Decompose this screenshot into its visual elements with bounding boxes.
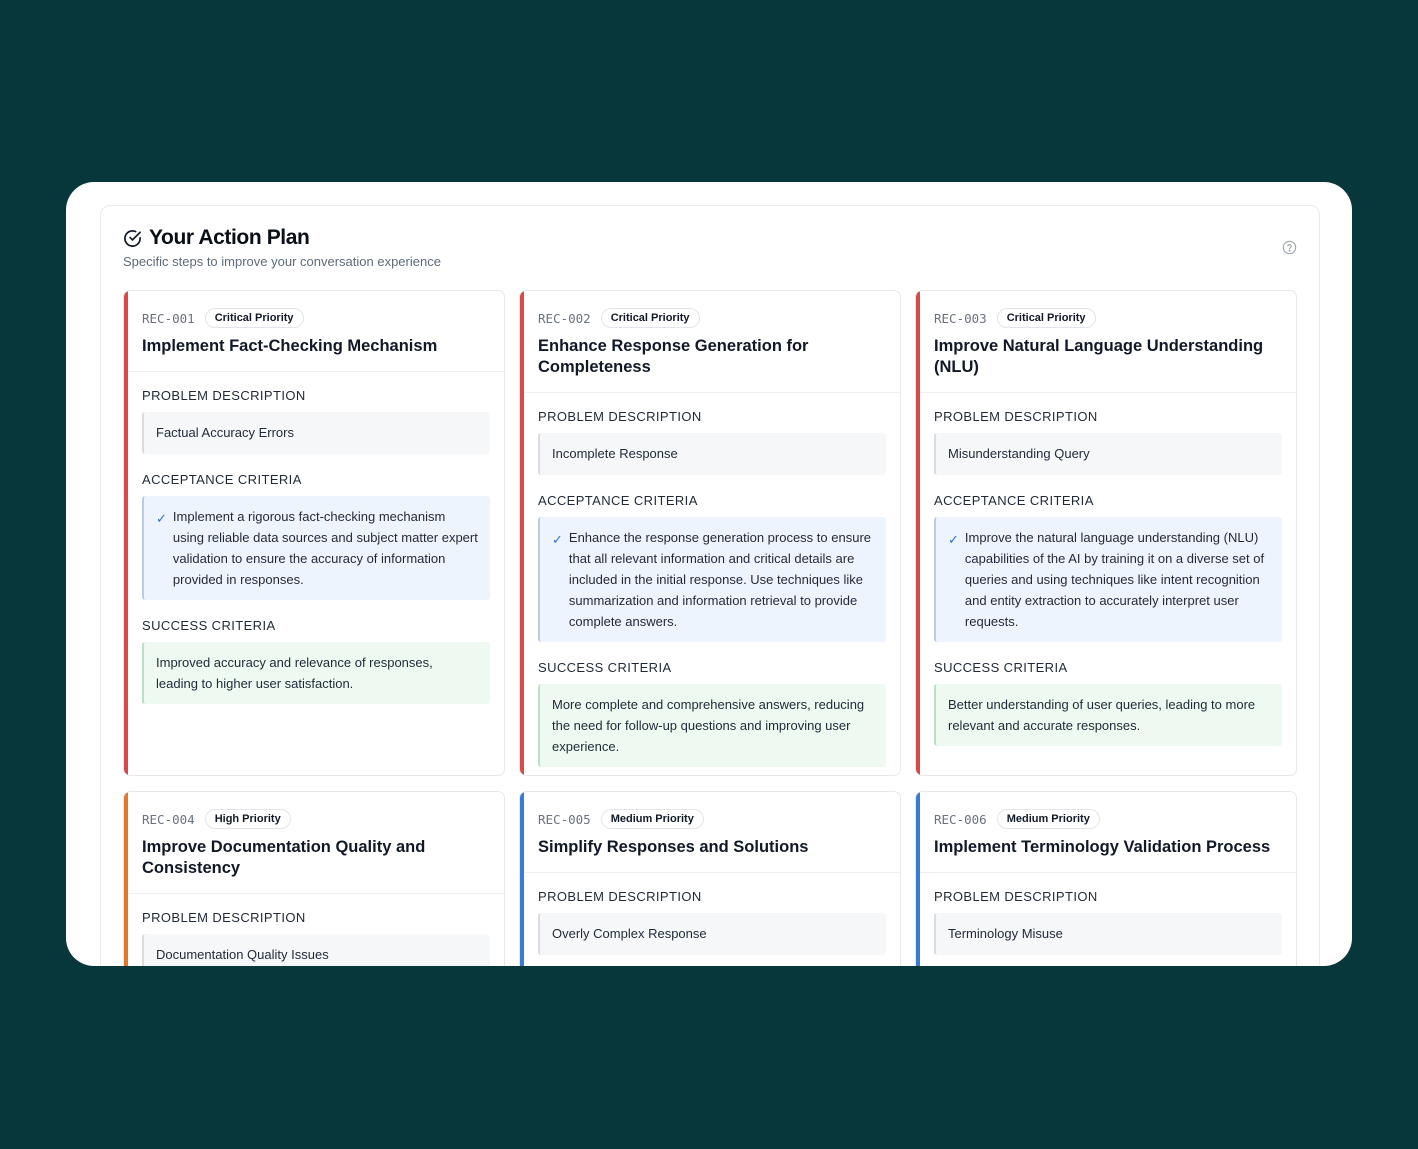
card-title: Implement Terminology Validation Process: [934, 838, 1271, 856]
action-plan-panel: [100, 205, 1320, 966]
checkmark-icon: ✓: [156, 511, 167, 526]
success-label: SUCCESS CRITERIA: [142, 618, 276, 633]
recommendation-card[interactable]: [915, 290, 1297, 776]
problem-description: Documentation Quality Issues: [142, 934, 490, 966]
rec-id: REC-005: [538, 811, 591, 827]
acceptance-criteria: [142, 496, 490, 600]
recommendation-card[interactable]: [123, 290, 505, 776]
card-title: Simplify Responses and Solutions: [538, 838, 809, 856]
acceptance-text: Implement a rigorous fact-checking mechanism using reliable data sources and subject matter expert validation to ensure the accuracy of information provided in responses.: [172, 509, 478, 587]
problem-description: Incomplete Response: [538, 433, 886, 475]
recommendation-card[interactable]: [915, 791, 1297, 966]
acceptance-text: Improve the natural language understanding (NLU) capabilities of the AI by training it on a diverse set of queries and using techniques like intent recognition and entity extraction to accurately interpret user requests.: [964, 530, 1265, 629]
card-title: Enhance Response Generation for Completeness: [538, 337, 809, 376]
recommendation-card[interactable]: [519, 791, 901, 966]
problem-description: Overly Complex Response: [538, 913, 886, 955]
problem-label: PROBLEM DESCRIPTION: [538, 409, 702, 424]
problem-label: PROBLEM DESCRIPTION: [142, 910, 306, 925]
problem-label: PROBLEM DESCRIPTION: [934, 889, 1098, 904]
priority-badge: Critical Priority: [205, 308, 304, 328]
priority-badge: Critical Priority: [601, 308, 700, 328]
acceptance-criteria: [934, 517, 1282, 642]
card-title: Implement Fact-Checking Mechanism: [142, 337, 438, 355]
help-icon[interactable]: [1282, 240, 1297, 255]
card-title: Improve Documentation Quality and Consistency: [142, 838, 426, 877]
problem-label: PROBLEM DESCRIPTION: [934, 409, 1098, 424]
rec-id: REC-002: [538, 310, 591, 326]
acceptance-label: ACCEPTANCE CRITERIA: [142, 472, 302, 487]
page-subtitle: Specific steps to improve your conversation experience: [123, 254, 441, 269]
rec-id: REC-003: [934, 310, 987, 326]
success-label: SUCCESS CRITERIA: [934, 660, 1068, 675]
success-criteria: Improved accuracy and relevance of responses, leading to higher user satisfaction.: [142, 642, 490, 704]
app-frame: [66, 182, 1352, 966]
rec-id: REC-001: [142, 310, 195, 326]
acceptance-text: Enhance the response generation process to ensure that all relevant information and critical details are included in the initial response. Use techniques like summarization and information retrieval to provide complete answers.: [568, 530, 871, 629]
panel-header: [123, 226, 441, 269]
problem-description: Misunderstanding Query: [934, 433, 1282, 475]
checkmark-icon: ✓: [948, 532, 959, 547]
problem-label: PROBLEM DESCRIPTION: [142, 388, 306, 403]
problem-description: Terminology Misuse: [934, 913, 1282, 955]
priority-badge: Critical Priority: [997, 308, 1096, 328]
success-label: SUCCESS CRITERIA: [538, 660, 672, 675]
priority-badge: Medium Priority: [601, 809, 704, 829]
rec-id: REC-006: [934, 811, 987, 827]
checkmark-icon: ✓: [552, 532, 563, 547]
acceptance-label: ACCEPTANCE CRITERIA: [934, 493, 1094, 508]
page-title: Your Action Plan: [149, 226, 310, 249]
problem-description: Factual Accuracy Errors: [142, 412, 490, 454]
recommendation-card[interactable]: [123, 791, 505, 966]
check-circle-icon: [123, 229, 142, 248]
problem-label: PROBLEM DESCRIPTION: [538, 889, 702, 904]
card-title: Improve Natural Language Understanding (NLU): [934, 337, 1264, 376]
priority-badge: Medium Priority: [997, 809, 1100, 829]
success-criteria: Better understanding of user queries, leading to more relevant and accurate responses.: [934, 684, 1282, 746]
acceptance-label: ACCEPTANCE CRITERIA: [538, 493, 698, 508]
recommendation-card[interactable]: [519, 290, 901, 776]
acceptance-criteria: [538, 517, 886, 642]
rec-id: REC-004: [142, 811, 195, 827]
success-criteria: More complete and comprehensive answers, reducing the need for follow-up questions and improving user experience.: [538, 684, 886, 767]
priority-badge: High Priority: [205, 809, 291, 829]
